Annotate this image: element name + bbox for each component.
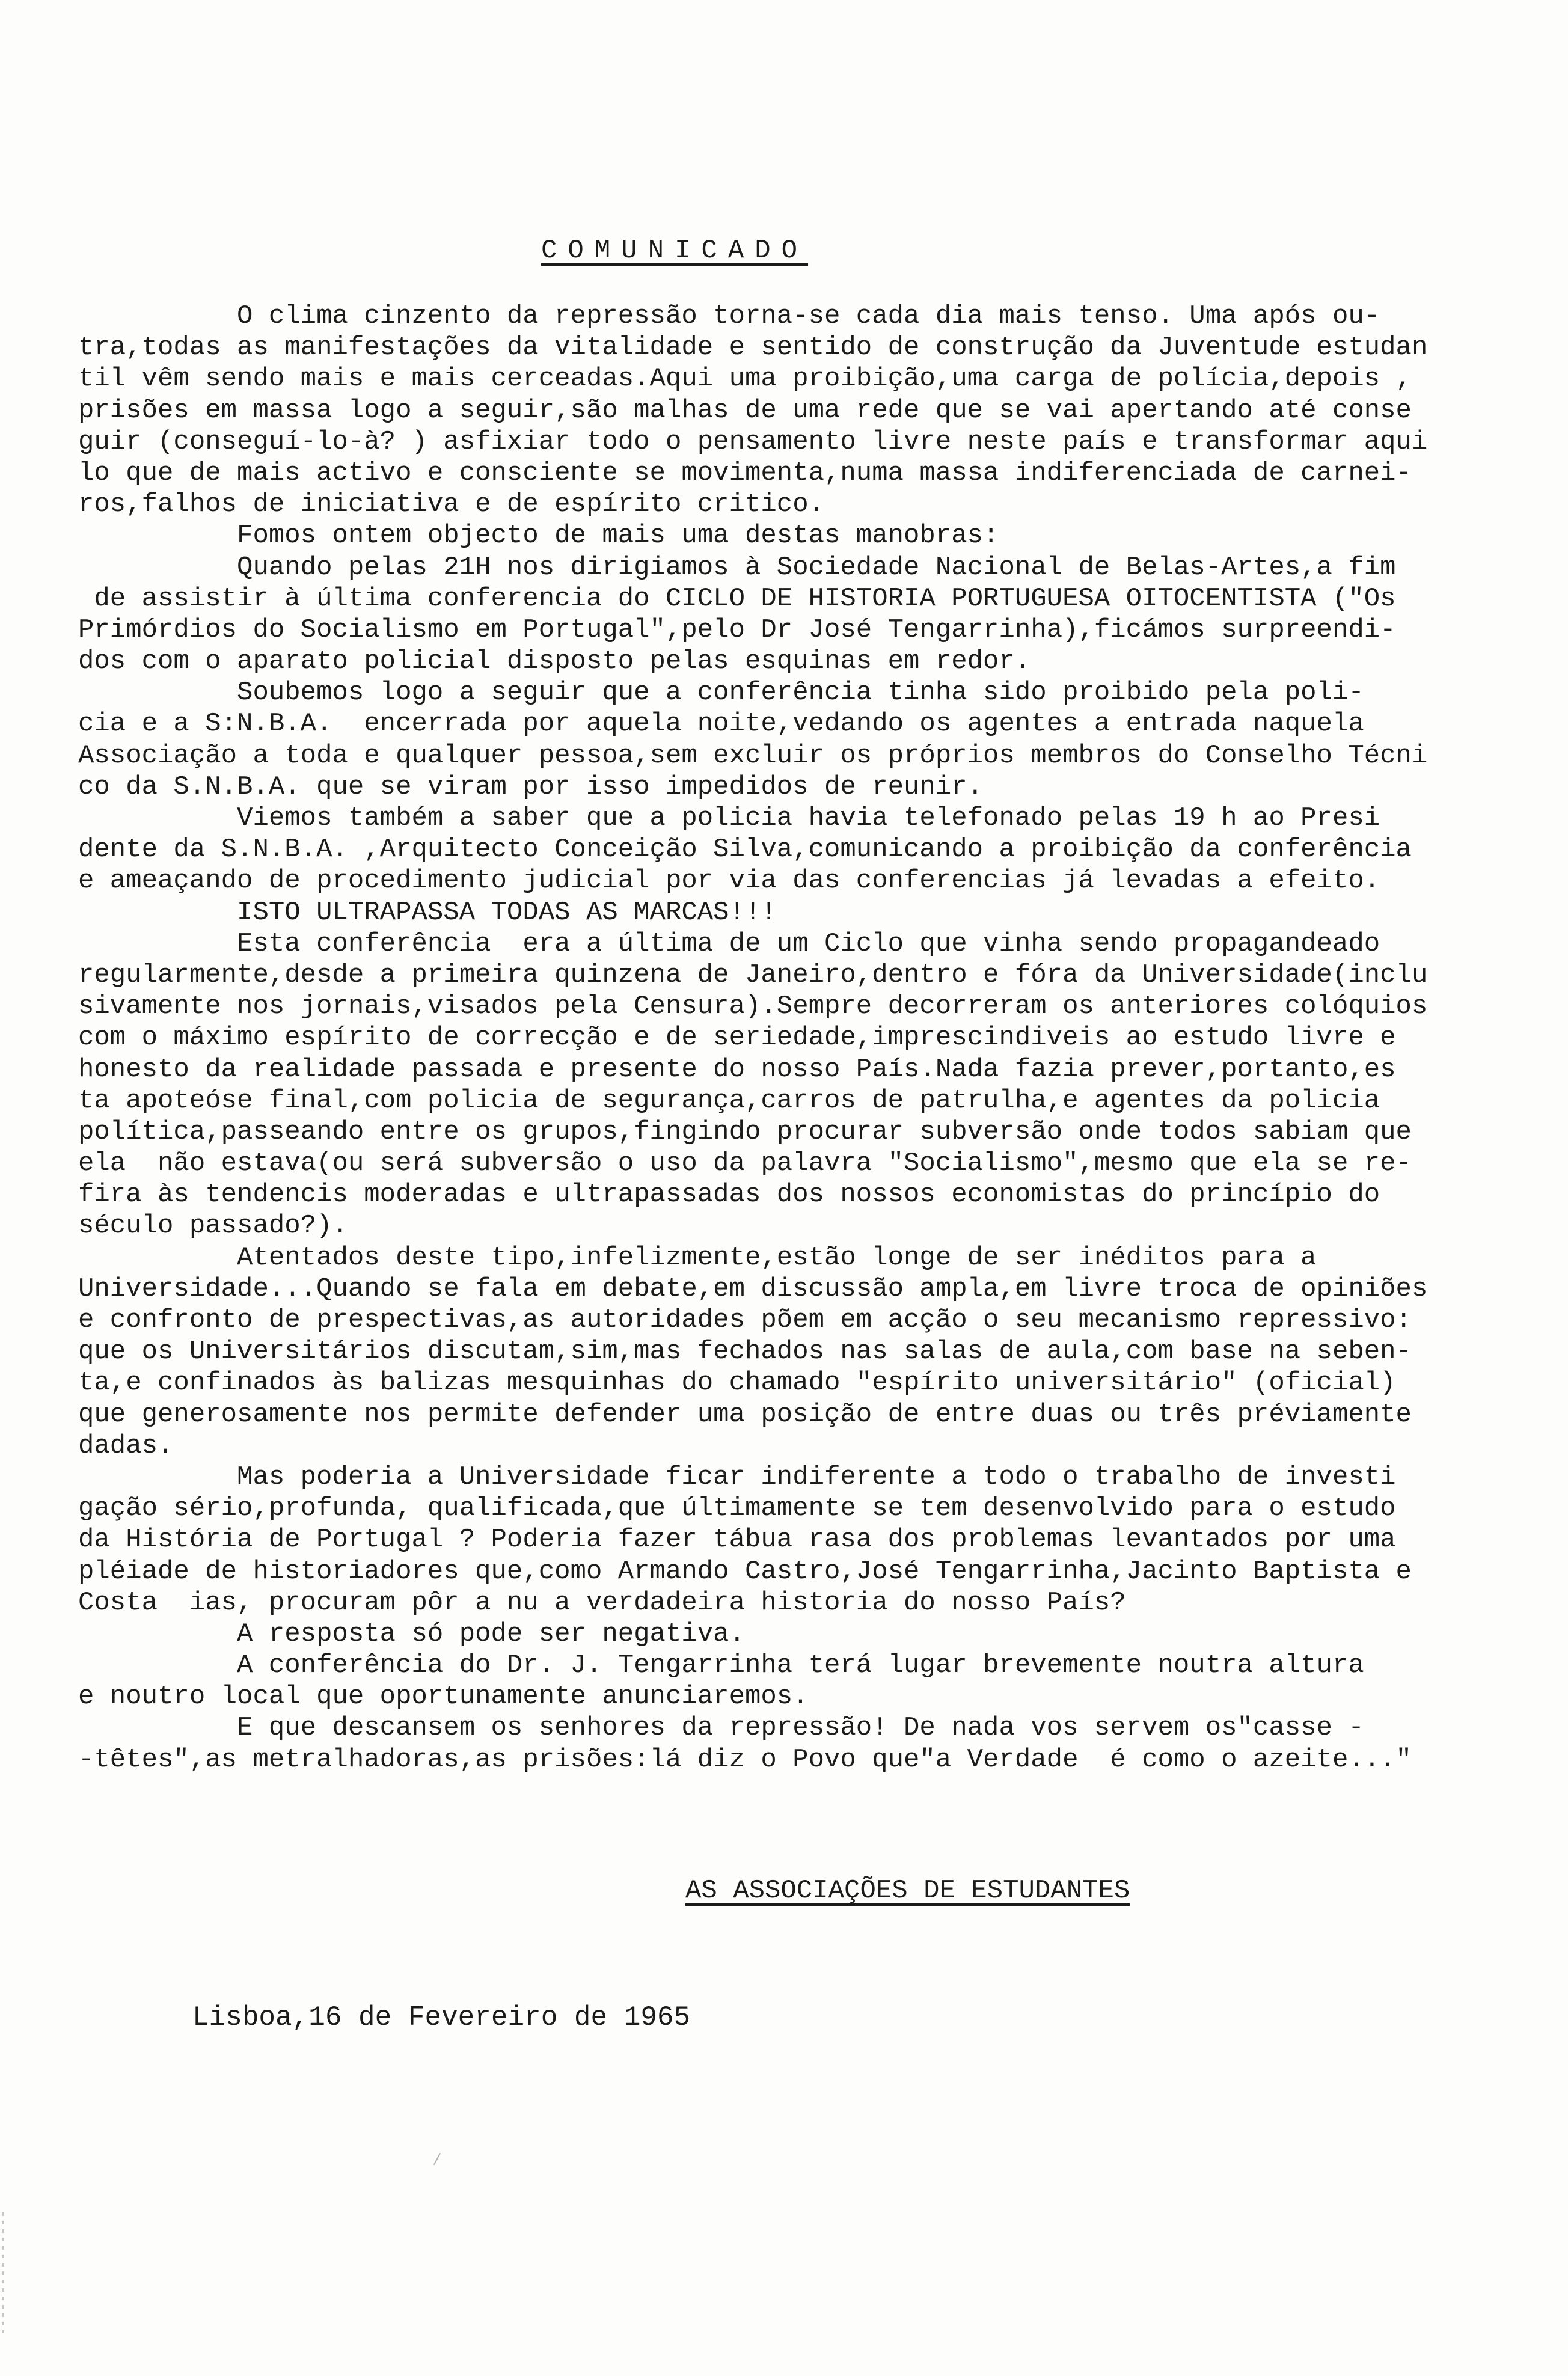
body-line: política,passeando entre os grupos,fingindo procurar subversão onde todos sabiam que <box>78 1116 1412 1147</box>
body-line: que os Universitários discutam,sim,mas fechados nas salas de aula,com base na seben- <box>78 1336 1412 1367</box>
body-line: Atentados deste tipo,infelizmente,estão longe de ser inéditos para a <box>78 1242 1317 1273</box>
body-line: co da S.N.B.A. que se viram por isso impedidos de reunir. <box>78 771 984 802</box>
body-line: Primórdios do Socialismo em Portugal",pelo Dr José Tengarrinha),ficámos surpreendi- <box>78 614 1396 645</box>
body-line: Viemos também a saber que a policia havia telefonado pelas 19 h ao Presi <box>78 803 1380 833</box>
body-line: E que descansem os senhores da repressão! De nada vos servem os"casse - <box>78 1713 1364 1744</box>
body-line: prisões em massa logo a seguir,são malhas de uma rede que se vai apertando até conse <box>78 395 1412 426</box>
body-line: e noutro local que oportunamente anunciaremos. <box>78 1682 809 1712</box>
body-line: Fomos ontem objecto de mais uma destas manobras: <box>78 521 999 551</box>
body-line: tra,todas as manifestações da vitalidade e sentido de construção da Juventude estudan <box>78 332 1428 363</box>
body-line: da História de Portugal ? Poderia fazer tábua rasa dos problemas levantados por uma <box>78 1525 1396 1555</box>
body-line: sivamente nos jornais,visados pela Censura).Sempre decorreram os anteriores colóquios <box>78 991 1428 1022</box>
body-line: dos com o aparato policial disposto pelas esquinas em redor. <box>78 646 1031 677</box>
body-line: Associação a toda e qualquer pessoa,sem excluir os próprios membros do Conselho Técni <box>78 740 1428 771</box>
body-line: O clima cinzento da repressão torna-se cada dia mais tenso. Uma após ou- <box>78 301 1380 331</box>
body-line: til vêm sendo mais e mais cerceadas.Aqui uma proibição,uma carga de polícia,depois , <box>78 364 1412 394</box>
body-line: século passado?). <box>78 1211 348 1242</box>
body-line: ta,e confinados às balizas mesquinhas do chamado "espírito universitário" (oficial) <box>78 1368 1396 1398</box>
body-line: dadas. <box>78 1430 174 1461</box>
document-body <box>78 301 1449 1775</box>
body-line: lo que de mais activo e consciente se movimenta,numa massa indiferenciada de carnei- <box>78 458 1412 488</box>
body-line: dente da S.N.B.A. ,Arquitecto Conceição Silva,comunicando a proibição da conferência <box>78 834 1412 865</box>
body-line: guir (conseguí-lo-à? ) asfixiar todo o pensamento livre neste país e transformar aqui <box>78 426 1428 457</box>
body-line: ros,falhos de iniciativa e de espírito critico. <box>78 489 825 520</box>
body-line: ta apoteóse final,com policia de segurança,carros de patrulha,e agentes da policia <box>78 1085 1380 1116</box>
body-line: de assistir à última conferencia do CICLO DE HISTORIA PORTUGUESA OITOCENTISTA ("Os <box>78 583 1396 614</box>
body-line: A conferência do Dr. J. Tengarrinha terá lugar brevemente noutra altura <box>78 1650 1364 1681</box>
body-line: ISTO ULTRAPASSA TODAS AS MARCAS!!! <box>78 897 777 928</box>
dateline: Lisboa,16 de Fevereiro de 1965 <box>192 2002 691 2033</box>
scan-speck <box>433 2153 441 2165</box>
body-line: e ameaçando de procedimento judicial por via das conferencias já levadas a efeito. <box>78 866 1380 896</box>
signature: AS ASSOCIAÇÕES DE ESTUDANTES <box>685 1876 1130 1906</box>
body-line: regularmente,desde a primeira quinzena de Janeiro,dentro e fóra da Universidade(inclu <box>78 960 1428 990</box>
body-line: Universidade...Quando se fala em debate,em discussão ampla,em livre troca de opiniões <box>78 1273 1428 1304</box>
body-line: gação sério,profunda, qualificada,que últimamente se tem desenvolvido para o estudo <box>78 1493 1396 1524</box>
document-title: COMUNICADO <box>541 236 809 266</box>
body-line: honesto da realidade passada e presente do nosso País.Nada fazia prever,portanto,es <box>78 1054 1396 1085</box>
body-line: com o máximo espírito de correcção e de seriedade,imprescindiveis ao estudo livre e <box>78 1023 1396 1053</box>
body-line: que generosamente nos permite defender uma posição de entre duas ou três préviamente <box>78 1399 1412 1430</box>
body-line: ela não estava(ou será subversão o uso da palavra "Socialismo",mesmo que ela se re- <box>78 1148 1412 1179</box>
body-line: cia e a S:N.B.A. encerrada por aquela noite,vedando os agentes a entrada naquela <box>78 709 1364 739</box>
body-line: e confronto de prespectivas,as autoridades põem em acção o seu mecanismo repressivo: <box>78 1305 1412 1335</box>
scan-edge-mark <box>2 2212 4 2333</box>
body-line: A resposta só pode ser negativa. <box>78 1618 745 1649</box>
body-line: Quando pelas 21H nos dirigiamos à Sociedade Nacional de Belas-Artes,a fim <box>78 552 1396 583</box>
body-line: Mas poderia a Universidade ficar indiferente a todo o trabalho de investi <box>78 1462 1396 1492</box>
body-line: pléiade de historiadores que,como Armando Castro,José Tengarrinha,Jacinto Baptista e <box>78 1556 1412 1587</box>
body-line: Costa ias, procuram pôr a nu a verdadeira historia do nosso País? <box>78 1587 1126 1618</box>
body-line: Esta conferência era a última de um Ciclo que vinha sendo propagandeado <box>78 928 1380 959</box>
body-line: -têtes",as metralhadoras,as prisões:lá diz o Povo que"a Verdade é como o azeite..." <box>78 1744 1412 1775</box>
body-line: fira às tendencis moderadas e ultrapassadas dos nossos economistas do princípio do <box>78 1180 1380 1210</box>
body-line: Soubemos logo a seguir que a conferência tinha sido proibido pela poli- <box>78 678 1364 708</box>
